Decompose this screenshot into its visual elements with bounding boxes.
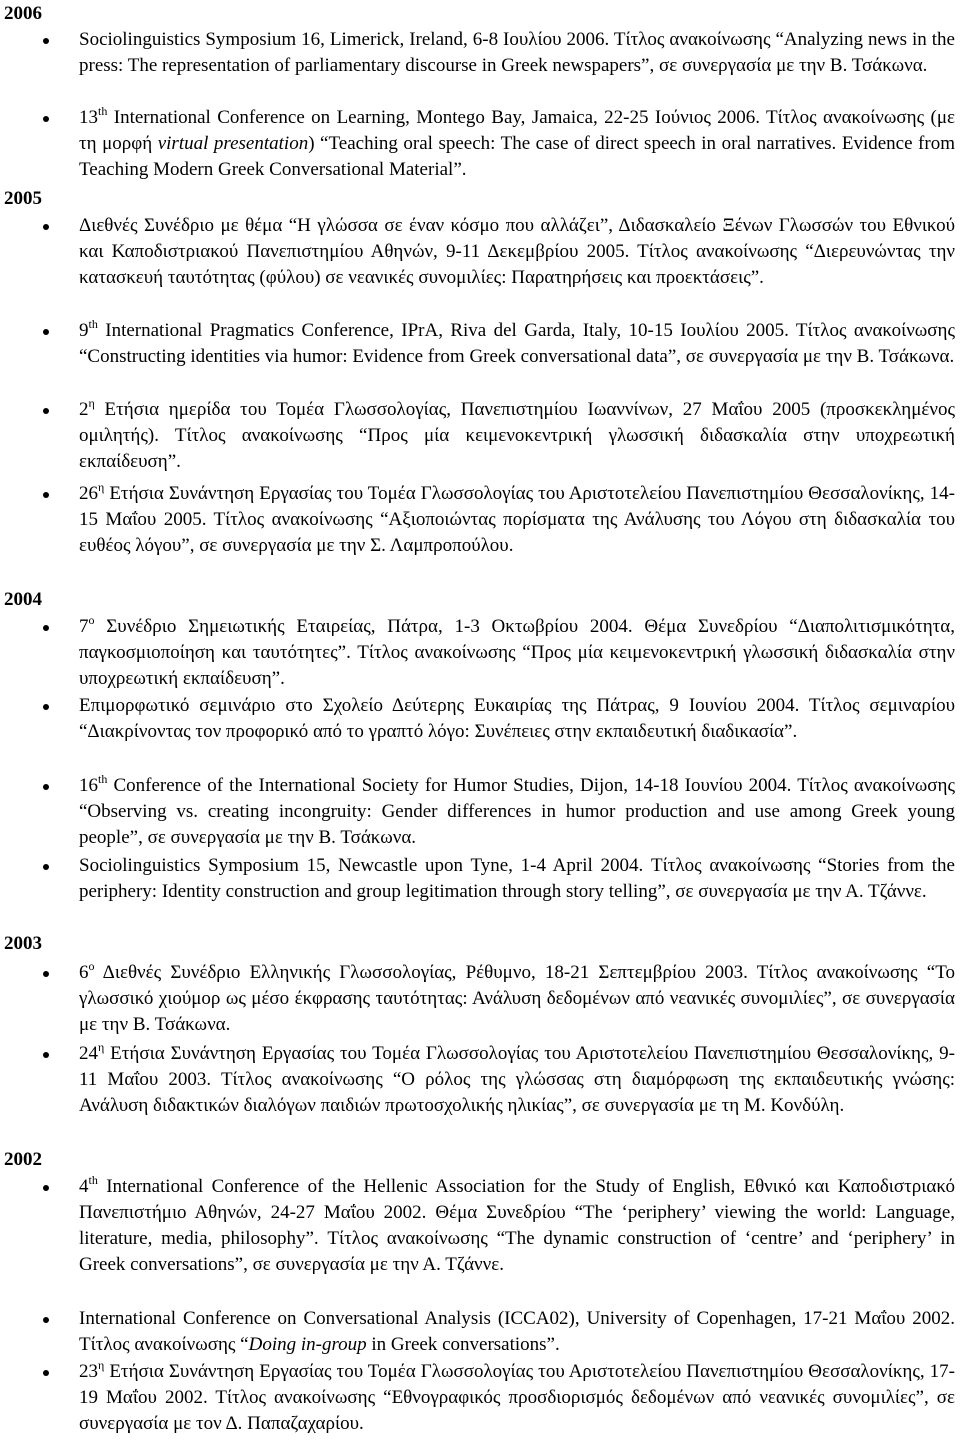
bullet <box>43 1317 49 1323</box>
item-text <box>79 481 955 559</box>
item-text <box>79 693 955 745</box>
ordinal-suffix: th <box>88 317 98 331</box>
list-item <box>79 318 955 370</box>
list-item <box>79 693 955 745</box>
text-run: 6 <box>79 962 89 983</box>
text-run: Sociolinguistics Symposium 16, Limerick, Ireland, 6-8 Ιουλίου 2006. Τίτλος ανακοίνωσης “Analyzing news in the press: The representation of parliamentary discourse in Greek newspapers”, σε συνεργασία με την Β. Τσάκωνα. <box>79 29 955 76</box>
item-text <box>79 960 955 1038</box>
bullet <box>43 329 49 335</box>
bullet <box>43 1052 49 1058</box>
ordinal-suffix: η <box>88 396 95 410</box>
italic-text: virtual presentation <box>157 133 309 154</box>
bullet <box>43 224 49 230</box>
bullet <box>43 704 49 710</box>
year-heading: 2004 <box>4 589 42 610</box>
ordinal-suffix: ο <box>88 959 95 973</box>
text-run: 13 <box>79 107 98 128</box>
ordinal-suffix: th <box>98 104 108 118</box>
list-item <box>79 853 955 905</box>
text-run: Επιμορφωτικό σεμινάριο στο Σχολείο Δεύτερης Ευκαιρίας της Πάτρας, 9 Ιουνίου 2004. Τίτλος σεμιναρίου “Διακρίνοντας τον προφορικό από το γραπτό λόγο: Συνέπειες στην εκπαιδευτική διαδικασία”. <box>79 695 955 742</box>
text-run: Ετήσια Συνάντηση Εργασίας του Τομέα Γλωσσολογίας του Αριστοτελείου Πανεπιστημίου Θεσσαλονίκης, 17-19 Μαΐου 2002. Τίτλος ανακοίνωσης “Εθνογραφικός προσδιορισμός δεδομένων από νεανικές συνομιλίες”, σε συνεργασία με τον Δ. Παπαζαχαρίου. <box>79 1361 955 1434</box>
text-run: International Conference on Learning, Montego Bay, Jamaica, 22-25 Ιούνιος 2006. Τίτλος ανακοίνωσης (με τη μορφή <box>79 107 955 154</box>
bullet <box>43 38 49 44</box>
text-run: 26 <box>79 483 98 504</box>
text-run: 2 <box>79 399 89 420</box>
text-run: International Pragmatics Conference, IPrA, Riva del Garda, Italy, 10-15 Ιουλίου 2005. Τίτλος ανακοίνωσης “Constructing identities via humor: Evidence from Greek conversational data”, σε συνεργασία με την Β. Τσάκωνα. <box>79 320 955 367</box>
item-text <box>79 1174 955 1278</box>
text-run: Sociolinguistics Symposium 15, Newcastle upon Tyne, 1-4 April 2004. Τίτλος ανακοίνωσης “Stories from the periphery: Identity construction and group legitimation through story telling”, σε συνεργασία με την Α. Τζάννε. <box>79 855 955 902</box>
item-text <box>79 614 955 692</box>
list-item <box>79 1041 955 1119</box>
year-heading: 2005 <box>4 188 42 209</box>
item-text <box>79 1359 955 1437</box>
ordinal-suffix: th <box>98 772 108 786</box>
text-run: 24 <box>79 1043 98 1064</box>
bullet <box>43 864 49 870</box>
text-run: International Conference of the Hellenic Association for the Study of English, Εθνικό και Καποδιστριακό Πανεπιστήμιο Αθηνών, 24-27 Μαΐου 2002. Θέμα Συνεδρίου “The ‘periphery’ viewing the world: Language, literature, media, philosophy”. Τίτλος ανακοίνωσης “The dynamic construction of ‘centre’ and ‘periphery’ in Greek conversations”, σε συνεργασία με την Α. Τζάννε. <box>79 1176 955 1275</box>
ordinal-suffix: η <box>98 480 105 494</box>
text-run: Conference of the International Society for Humor Studies, Dijon, 14-18 Ιουνίου 2004. Τίτλος ανακοίνωσης “Observing vs. creating incongruity: Gender differences in humor production and use among Greek young people”, σε συνεργασία με την Β. Τσάκωνα. <box>79 775 955 848</box>
bullet <box>43 492 49 498</box>
ordinal-suffix: η <box>98 1040 105 1054</box>
text-run: in Greek conversations”. <box>366 1334 560 1355</box>
item-text <box>79 27 955 79</box>
ordinal-suffix: ο <box>88 613 95 627</box>
bullet <box>43 408 49 414</box>
list-item <box>79 614 955 692</box>
bullet <box>43 971 49 977</box>
item-text <box>79 1041 955 1119</box>
text-run: 4 <box>79 1176 89 1197</box>
text-run: Διεθνές Συνέδριο με θέμα “Η γλώσσα σε έναν κόσμο που αλλάζει”, Διδασκαλείο Ξένων Γλωσσών του Εθνικού και Καποδιστριακού Πανεπιστημίου Αθηνών, 9-11 Δεκεμβρίου 2005. Τίτλος ανακοίνωσης “Διερευνώντας την κατασκευή ταυτότητας (φύλου) σε νεανικές συνομιλίες: Παρατηρήσεις και προεκτάσεις”. <box>79 215 955 288</box>
text-run: 23 <box>79 1361 98 1382</box>
italic-text: Doing in-group <box>248 1334 367 1355</box>
text-run: 7 <box>79 616 89 637</box>
ordinal-suffix: η <box>98 1358 105 1372</box>
text-run: Διεθνές Συνέδριο Ελληνικής Γλωσσολογίας, Ρέθυμνο, 18-21 Σεπτεμβρίου 2003. Τίτλος ανακοίνωσης “Το γλωσσικό χιούμορ ως μέσο έκφρασης ταυτότητας: Ανάλυση δεδομένων από νεανικές συνομιλίες”, σε συνεργασία με την Β. Τσάκωνα. <box>79 962 955 1035</box>
year-heading: 2003 <box>4 933 42 954</box>
item-text <box>79 1306 955 1358</box>
text-run: Ετήσια Συνάντηση Εργασίας του Τομέα Γλωσσολογίας του Αριστοτελείου Πανεπιστημίου Θεσσαλονίκης, 14-15 Μαΐου 2005. Τίτλος ανακοίνωσης “Αξιοποιώντας πορίσματα της Ανάλυσης του Λόγου στη διδασκαλία του ευθέος λόγου”, σε συνεργασία με την Σ. Λαμπροπούλου. <box>79 483 955 556</box>
list-item <box>79 481 955 559</box>
bullet <box>43 625 49 631</box>
list-item <box>79 213 955 291</box>
text-run: International Conference on Conversational Analysis (ICCA02), University of Copenhagen, 17-21 Μαΐου 2002. Τίτλος ανακοίνωσης “ <box>79 1308 955 1355</box>
year-heading: 2002 <box>4 1149 42 1170</box>
list-item <box>79 960 955 1038</box>
item-text <box>79 773 955 851</box>
list-item <box>79 27 955 79</box>
ordinal-suffix: th <box>88 1173 98 1187</box>
item-text <box>79 105 955 183</box>
text-run: 16 <box>79 775 98 796</box>
bullet <box>43 116 49 122</box>
list-item <box>79 1359 955 1437</box>
text-run: 9 <box>79 320 89 341</box>
list-item <box>79 773 955 851</box>
item-text <box>79 213 955 291</box>
text-run: Συνέδριο Σημειωτικής Εταιρείας, Πάτρα, 1-3 Οκτωβρίου 2004. Θέμα Συνεδρίου “Διαπολιτισμικότητα, παγκοσμιοποίηση και ταυτότητες”. Τίτλος ανακοίνωσης “Προς μία κειμενοκεντρική γλωσσική διδασκαλία στην υποχρεωτική εκπαίδευση”. <box>79 616 955 689</box>
list-item <box>79 1174 955 1278</box>
bullet <box>43 1185 49 1191</box>
item-text <box>79 318 955 370</box>
bullet <box>43 784 49 790</box>
list-item <box>79 397 955 475</box>
text-run: Ετήσια ημερίδα του Τομέα Γλωσσολογίας, Πανεπιστημίου Ιωαννίνων, 27 Μαΐου 2005 (προσκεκλημένος ομιλητής). Τίτλος ανακοίνωσης “Προς μία κειμενοκεντρική γλωσσική διδασκαλία στην υποχρεωτική εκπαίδευση”. <box>79 399 955 472</box>
bullet <box>43 1370 49 1376</box>
item-text <box>79 397 955 475</box>
text-run: ) “Teaching oral speech: The case of direct speech in oral narratives. Evidence from Teaching Modern Greek Conversational Material”. <box>79 133 955 180</box>
list-item <box>79 1306 955 1358</box>
list-item <box>79 105 955 183</box>
item-text <box>79 853 955 905</box>
year-heading: 2006 <box>4 3 42 24</box>
text-run: Ετήσια Συνάντηση Εργασίας του Τομέα Γλωσσολογίας του Αριστοτελείου Πανεπιστημίου Θεσσαλονίκης, 9-11 Μαΐου 2003. Τίτλος ανακοίνωσης “Ο ρόλος της γλώσσας στη διαμόρφωση της εκπαιδευτικής γνώσης: Ανάλυση διδακτικών διαλόγων παιδιών πρωτοσχολικής ηλικίας”, σε συνεργασία με τη Μ. Κονδύλη. <box>79 1043 955 1116</box>
